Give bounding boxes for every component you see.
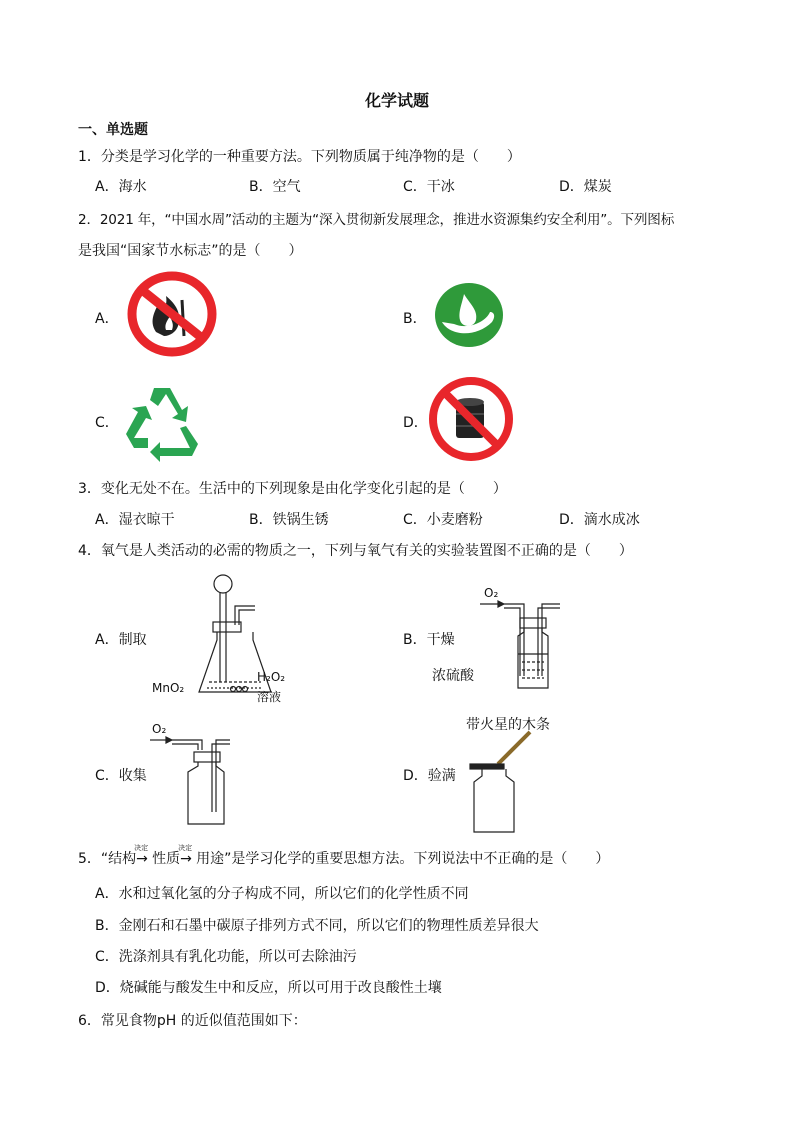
q3-option-a[interactable]: A．湿衣晾干	[95, 512, 175, 528]
question-1-stem: 1．分类是学习化学的一种重要方法。下列物质属于纯净物的是（ ）	[78, 149, 521, 165]
q5-use: 用途	[196, 851, 225, 867]
water-saving-sign-icon	[434, 282, 504, 348]
question-6-stem: 6．常见食物pH 的近似值范围如下：	[78, 1013, 307, 1029]
question-4-stem: 4．氧气是人类活动的必需的物质之一，下列与氧气有关的实验装置图不正确的是（ ）	[78, 543, 633, 559]
label-mno2: MnO₂	[152, 681, 185, 695]
q5-arrow-1: 决定 →	[134, 844, 149, 867]
q2-option-c[interactable]: C．	[95, 415, 119, 431]
question-2-stem-line1: 2．2021 年，“中国水周”活动的主题为“深入贯彻新发展理念，推进水资源集约安全利用”。下列图标	[78, 212, 675, 228]
oxygen-full-test-apparatus-icon	[470, 732, 550, 836]
recycle-sign-icon	[120, 382, 204, 460]
q4-option-b[interactable]: B．干燥	[403, 632, 455, 648]
label-h2o2: H₂O₂	[257, 670, 286, 684]
q1-option-a[interactable]: A．海水	[95, 179, 147, 195]
q5-prefix: 5．“	[78, 851, 109, 867]
q5-option-b[interactable]: B．金刚石和石墨中碳原子排列方式不同，所以它们的物理性质差异很大	[95, 918, 539, 934]
q2-option-b[interactable]: B．	[403, 311, 427, 327]
q1-option-c[interactable]: C．干冰	[403, 179, 455, 195]
q5-option-a[interactable]: A．水和过氧化氢的分子构成不同，所以它们的化学性质不同	[95, 886, 469, 902]
label-o2-dry: O₂	[484, 586, 499, 600]
label-conc-sulfuric-acid: 浓硫酸	[432, 668, 474, 684]
page-title: 化学试题	[364, 91, 429, 110]
q5-suffix: ”是学习化学的重要思想方法。下列说法中不正确的是（ ）	[224, 851, 610, 867]
q1-option-d[interactable]: D．煤炭	[559, 179, 612, 195]
q1-option-b[interactable]: B．空气	[249, 179, 301, 195]
q5-structure: 结构	[108, 851, 137, 867]
q4-option-c[interactable]: C．收集	[95, 768, 147, 784]
q3-option-c[interactable]: C．小麦磨粉	[403, 512, 483, 528]
q4-option-a[interactable]: A．制取	[95, 632, 147, 648]
label-glowing-splint: 带火星的木条	[466, 717, 550, 733]
no-fire-sign-icon	[126, 270, 218, 358]
q5-decide-2: 决定	[178, 844, 193, 852]
label-solution: 溶液	[257, 690, 282, 704]
q5-property: 性质	[152, 851, 181, 867]
q5-decide-1: 决定	[134, 844, 149, 852]
q5-option-c[interactable]: C．洗涤剂具有乳化功能，所以可去除油污	[95, 949, 357, 965]
q5-arrow-2: 决定 →	[178, 844, 193, 867]
collection-bottle-icon	[150, 732, 240, 828]
no-oil-dumping-sign-icon	[428, 376, 514, 462]
q3-option-d[interactable]: D．滴水成冰	[559, 512, 640, 528]
label-o2-collect: O₂	[152, 722, 167, 736]
q5-option-d[interactable]: D．烧碱能与酸发生中和反应，所以可用于改良酸性土壤	[95, 980, 442, 996]
q4-option-d[interactable]: D．验满	[403, 768, 456, 784]
drying-bottle-icon	[480, 596, 570, 692]
question-3-stem: 3．变化无处不在。生活中的下列现象是由化学变化引起的是（ ）	[78, 481, 507, 497]
question-2-stem-line2: 是我国“国家节水标志”的是（ ）	[78, 243, 303, 259]
q2-option-a[interactable]: A．	[95, 311, 119, 327]
section-heading: 一、单选题	[78, 122, 148, 138]
q3-option-b[interactable]: B．铁锅生锈	[249, 512, 329, 528]
question-5-stem	[78, 844, 610, 868]
q2-option-d[interactable]: D．	[403, 415, 428, 431]
